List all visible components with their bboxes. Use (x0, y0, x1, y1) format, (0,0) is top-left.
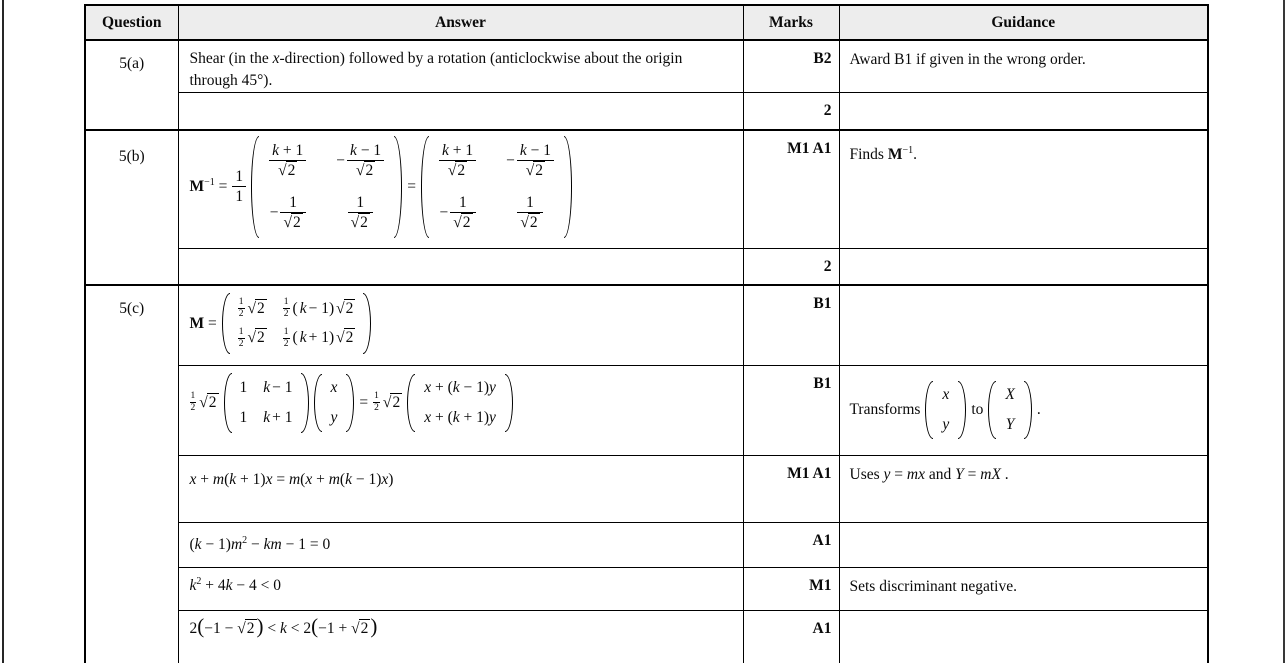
answer-cell-5c-1: M = $\frac{1}{2}$ √2 $\frac{1}{2}$ ( k − 1) √2 $\frac{1}{2}$ √2 $\frac{1}{2}$ ( k + 1) √2 (178, 285, 743, 365)
marks-cell-5c-2: B1 (743, 365, 839, 455)
row-5c-3 (85, 455, 1208, 522)
marks-cell-5c-4: A1 (743, 522, 839, 567)
row-5c-6 (85, 610, 1208, 663)
guidance-cell-5a-total (839, 92, 1208, 130)
answer-cell-5b: $M^{-1}$ = $\frac{1}{1}$ $\frac{k + 1}{√2}$ − $\frac{k - 1}{√2}$ − $\frac{1}{√2}$ $\frac{1}{√2}$ = $\frac{k + 1}{√2}$ − $\frac{k - 1}{√2}$ − $\frac{1}{√2}$ $\frac{1}{√2}$ (178, 130, 743, 248)
guidance-cell-5c-4 (839, 522, 1208, 567)
mark-scheme-table (84, 4, 1209, 663)
header-guidance: Guidance (839, 5, 1208, 40)
table-header-row (85, 5, 1208, 40)
question-label-5a: 5(a) (85, 40, 178, 130)
guidance-cell-5c-2: Transforms x y to X Y . (839, 365, 1208, 455)
page-right-rule (1283, 0, 1285, 663)
answer-cell-5c-3: x + m(k + 1)x = m(x + m(k − 1)x) (178, 455, 743, 522)
header-marks: Marks (743, 5, 839, 40)
marks-cell-5a: B2 (743, 40, 839, 92)
answer-cell-5b-total (178, 248, 743, 285)
answer-cell-5c-6: 2(−1 − √2) < k < 2(−1 + √2) (178, 610, 743, 663)
guidance-cell-5c-6 (839, 610, 1208, 663)
answer-cell-5c-5: $k^2 + 4k - 4 < 0$ (178, 567, 743, 610)
guidance-cell-5c-1 (839, 285, 1208, 365)
guidance-cell-5c-3: Uses y = mx and Y = mX . (839, 455, 1208, 522)
row-5a-main (85, 40, 1208, 92)
marks-cell-5b: M1 A1 (743, 130, 839, 248)
row-5c-4 (85, 522, 1208, 567)
row-5b-total (85, 248, 1208, 285)
marks-cell-5c-6: A1 (743, 610, 839, 663)
guidance-cell-5a: Award B1 if given in the wrong order. (839, 40, 1208, 92)
marks-cell-5a-total: 2 (743, 92, 839, 130)
answer-cell-5a-total (178, 92, 743, 130)
marks-cell-5c-1: B1 (743, 285, 839, 365)
marks-cell-5c-3: M1 A1 (743, 455, 839, 522)
question-label-5b: 5(b) (85, 130, 178, 285)
marks-cell-5b-total: 2 (743, 248, 839, 285)
page-left-rule (2, 0, 4, 663)
row-5c-5 (85, 567, 1208, 610)
question-label-5c: 5(c) (85, 285, 178, 663)
answer-cell-5c-2: $\frac{1}{2}$ √2 1 k − 1 1 k + 1 x y = $\frac{1}{2}$ √2 x + (k − 1)y x + (k + 1)y (178, 365, 743, 455)
header-question: Question (85, 5, 178, 40)
answer-cell-5c-4: $(k - 1)m^2$ − km − 1 = 0 (178, 522, 743, 567)
row-5c-1 (85, 285, 1208, 365)
guidance-cell-5b: Finds $M^{-1}$. (839, 130, 1208, 248)
row-5b-main (85, 130, 1208, 248)
guidance-cell-5c-5: Sets discriminant negative. (839, 567, 1208, 610)
header-answer: Answer (178, 5, 743, 40)
row-5a-total (85, 92, 1208, 130)
row-5c-2 (85, 365, 1208, 455)
answer-cell-5a: Shear (in the x-direction) followed by a rotation (anticlockwise about the origin through 45°). (178, 40, 743, 92)
mark-scheme-table-region (84, 4, 1209, 663)
guidance-cell-5b-total (839, 248, 1208, 285)
marks-cell-5c-5: M1 (743, 567, 839, 610)
